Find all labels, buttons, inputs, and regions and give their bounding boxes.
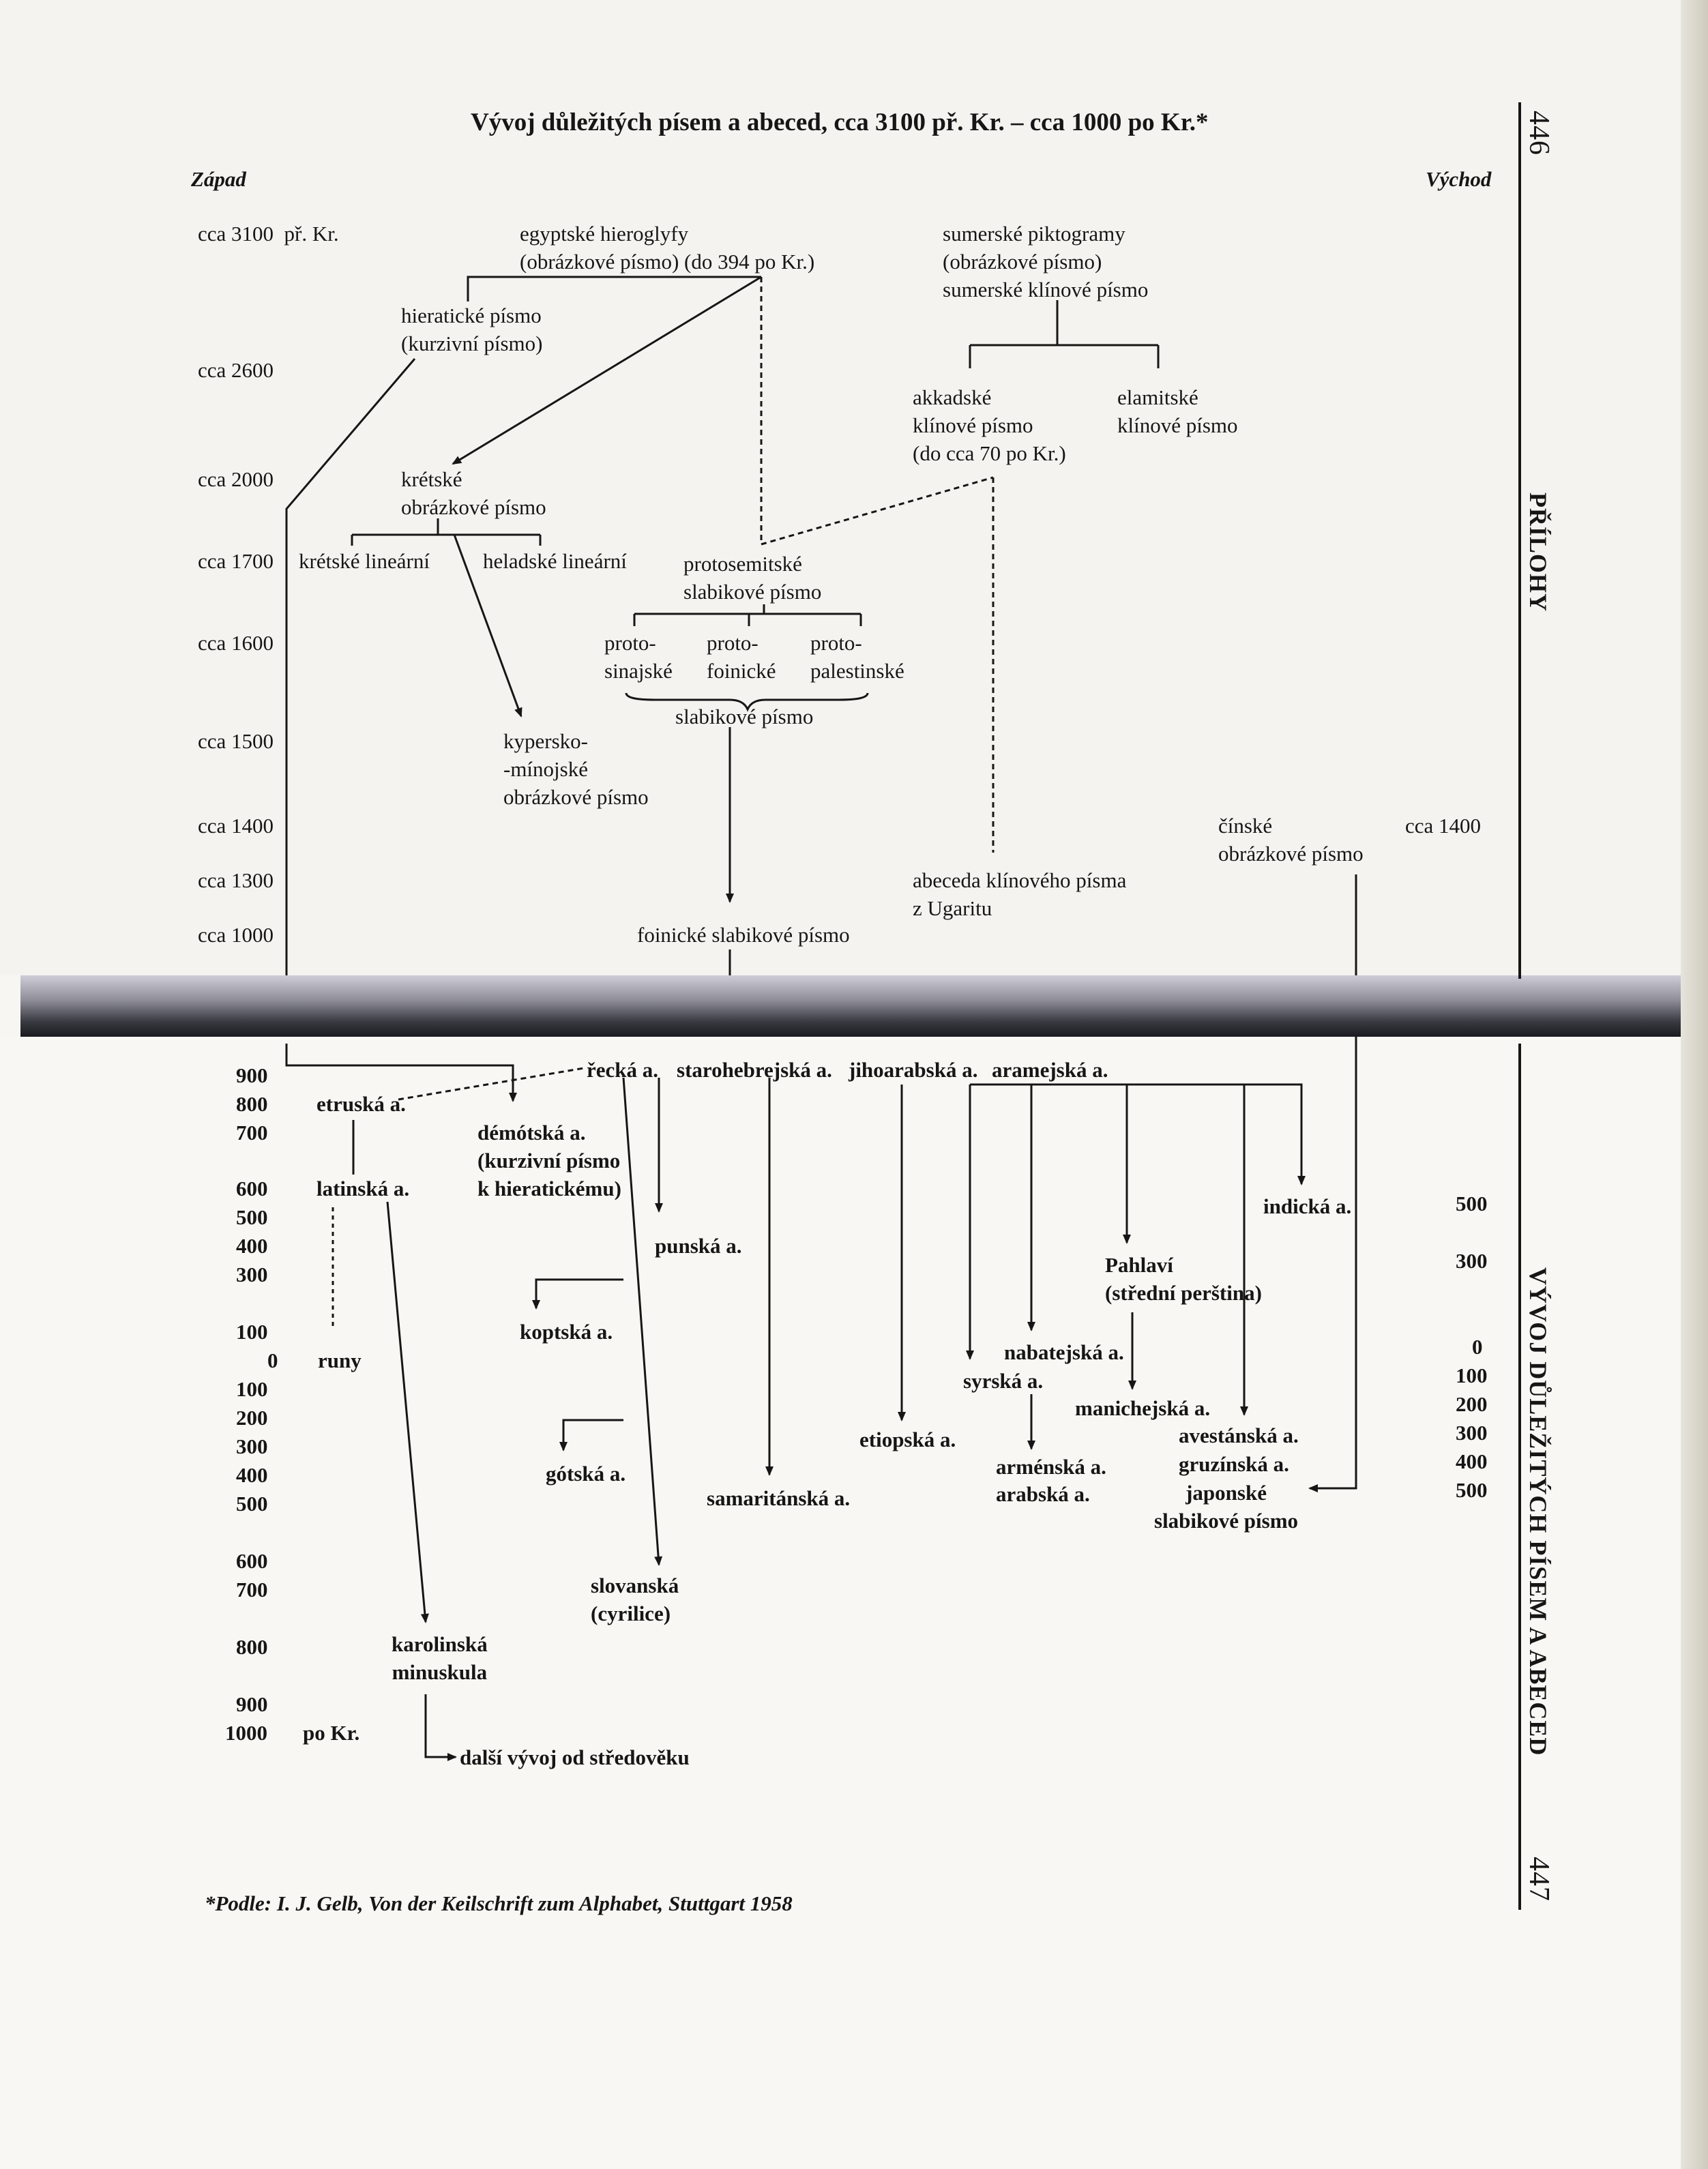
to-gothic-arrow xyxy=(563,1420,623,1450)
west-date: 100 xyxy=(236,1377,268,1401)
date-1500: cca 1500 xyxy=(198,729,274,753)
japanese-syllabary: japonské slabikové písmo xyxy=(1154,1481,1299,1533)
west-date: 600 xyxy=(236,1177,268,1200)
date-1700: cca 1700 xyxy=(198,549,274,573)
west-date: 900 xyxy=(236,1063,268,1087)
demotic-script: démótská a. (kurzivní písmo k hieratickému) xyxy=(477,1121,621,1200)
east-date: 500 xyxy=(1456,1478,1488,1502)
sumerian-branch xyxy=(970,300,1158,368)
date-1000: cca 1000 xyxy=(198,923,274,947)
greek-alphabet: řecká a. xyxy=(587,1058,659,1082)
east-date: 0 xyxy=(1472,1335,1483,1359)
cretan-linear: krétské lineární xyxy=(299,549,430,573)
west-date: 900 xyxy=(236,1692,268,1716)
chinese-to-japanese-arrow xyxy=(1310,1037,1356,1488)
west-date: 600 xyxy=(236,1549,268,1573)
carolingian-minuscule: karolinská minuskula xyxy=(392,1632,488,1684)
carolingian-later-arrow xyxy=(426,1694,456,1757)
syriac-alphabet: syrská a. xyxy=(963,1369,1044,1393)
east-date: 300 xyxy=(1456,1249,1488,1273)
later-development: další vývoj od středověku xyxy=(460,1745,690,1769)
elamite-cuneiform: elamitské klínové písmo xyxy=(1117,385,1238,437)
proto-sinaitic: proto- sinajské xyxy=(604,631,673,683)
diagram-title: Vývoj důležitých písem a abeced, cca 3100 př. Kr. – cca 1000 po Kr.* xyxy=(471,108,1209,136)
west-date: 300 xyxy=(236,1434,268,1458)
west-date: 700 xyxy=(236,1121,268,1145)
gothic-alphabet: gótská a. xyxy=(546,1462,626,1486)
helladic-linear: heladské lineární xyxy=(483,549,627,573)
west-date: 300 xyxy=(236,1263,268,1286)
ugarit-dashed-diag xyxy=(761,477,993,544)
etruscan-greek-dashed xyxy=(398,1068,584,1100)
date-east-1400: cca 1400 xyxy=(1405,814,1482,838)
latin-to-carolingian-arrow xyxy=(387,1202,426,1622)
west-date: 400 xyxy=(236,1234,268,1258)
sumerian-script: sumerské piktogramy (obrázkové písmo) sumerské klínové písmo xyxy=(943,222,1149,301)
syllabic-brace xyxy=(626,693,868,709)
latin-alphabet: latinská a. xyxy=(316,1177,410,1200)
arabic-alphabet: arabská a. xyxy=(996,1482,1090,1506)
west-label: Západ xyxy=(191,167,246,191)
syllabic-script: slabikové písmo xyxy=(675,705,814,728)
slavonic-cyrillic: slovanská (cyrilice) xyxy=(591,1574,679,1625)
cretan-pictographic: krétské obrázkové písmo xyxy=(401,467,546,519)
east-date: 400 xyxy=(1456,1449,1488,1473)
west-date: 800 xyxy=(236,1092,268,1116)
akkadian-cuneiform: akkadské klínové písmo (do cca 70 po Kr.) xyxy=(913,385,1066,465)
manichaean-alphabet: manichejská a. xyxy=(1075,1396,1211,1420)
cretan-to-cypro-arrow xyxy=(454,535,521,716)
to-coptic-arrow xyxy=(536,1280,623,1308)
page-number-447: 447 xyxy=(1523,1857,1555,1902)
west-date: 200 xyxy=(236,1406,268,1430)
proto-phoenician: proto- foinické xyxy=(707,631,776,683)
east-date: 200 xyxy=(1456,1392,1488,1416)
page-number-446: 446 xyxy=(1523,110,1555,156)
west-date: 100 xyxy=(236,1320,268,1344)
greek-to-slavonic-arrow xyxy=(623,1078,659,1565)
egyptian-hieroglyphs: egyptské hieroglyfy (obrázkové písmo) (do 394 po Kr.) xyxy=(520,222,815,274)
protosemitic-branch xyxy=(634,604,861,626)
samaritan-alphabet: samaritánská a. xyxy=(707,1486,851,1510)
etruscan-alphabet: etruská a. xyxy=(316,1092,406,1116)
phoenician-syllabary: foinické slabikové písmo xyxy=(637,923,850,947)
cretan-branch xyxy=(352,518,540,546)
date-1400: cca 1400 xyxy=(198,814,274,838)
side-title-appendix: PŘÍLOHY xyxy=(1525,492,1552,613)
protosemitic-syllabary: protosemitské slabikové písmo xyxy=(683,552,822,604)
punic-alphabet: punská a. xyxy=(655,1234,742,1258)
pahlavi-script: Pahlaví (střední perština) xyxy=(1105,1253,1262,1305)
west-date: 500 xyxy=(236,1492,268,1516)
runes: runy xyxy=(318,1348,362,1372)
side-title-writing: VÝVOJ DŮLEŽITÝCH PÍSEM A ABECED xyxy=(1525,1267,1552,1756)
nabataean-alphabet: nabatejská a. xyxy=(1004,1340,1124,1364)
west-date: 400 xyxy=(236,1463,268,1487)
coptic-alphabet: koptská a. xyxy=(520,1320,613,1344)
east-label: Východ xyxy=(1426,167,1492,191)
east-date: 500 xyxy=(1456,1192,1488,1215)
to-demotic-arrow xyxy=(286,1044,513,1101)
date-3100: cca 3100 př. Kr. xyxy=(198,222,339,246)
west-date: 500 xyxy=(236,1205,268,1229)
hieratic-script: hieratické písmo (kurzivní písmo) xyxy=(401,304,543,355)
date-2000: cca 2000 xyxy=(198,467,274,491)
west-date: 800 xyxy=(236,1635,268,1659)
date-1300: cca 1300 xyxy=(198,868,274,892)
south-arabian-alphabet: jihoarabská a. xyxy=(849,1058,978,1082)
aramaic-alphabet: aramejská a. xyxy=(992,1058,1108,1082)
georgian-alphabet: gruzínská a. xyxy=(1179,1452,1289,1476)
armenian-alphabet: arménská a. xyxy=(996,1455,1106,1479)
old-hebrew-alphabet: starohebrejská a. xyxy=(677,1058,832,1082)
proto-palestinian: proto- palestinské xyxy=(810,631,904,683)
cypro-minoan: kypersko- -mínojské obrázkové písmo xyxy=(503,729,649,809)
date-1600: cca 1600 xyxy=(198,631,274,655)
footnote: *Podle: I. J. Gelb, Von der Keilschrift zum Alphabet, Stuttgart 1958 xyxy=(205,1891,793,1915)
east-date: 100 xyxy=(1456,1363,1488,1387)
chinese-pictographic: čínské obrázkové písmo xyxy=(1218,814,1364,866)
indian-alphabet: indická a. xyxy=(1263,1194,1352,1218)
east-date: 300 xyxy=(1456,1421,1488,1445)
ethiopic-alphabet: etiopská a. xyxy=(859,1428,956,1451)
egypt-branch-line xyxy=(468,277,761,301)
west-date: 1000 xyxy=(225,1721,267,1745)
west-date: 0 xyxy=(267,1348,278,1372)
date-2600: cca 2600 xyxy=(198,358,274,382)
aramaic-to-indian-arrow xyxy=(970,1084,1301,1184)
po-kr-label: po Kr. xyxy=(303,1721,360,1745)
ugaritic-alphabet: abeceda klínového písma z Ugaritu xyxy=(913,868,1127,920)
avestan-alphabet: avestánská a. xyxy=(1179,1423,1299,1447)
west-date: 700 xyxy=(236,1578,268,1602)
hieratic-line xyxy=(286,359,415,975)
egypt-to-cretan-arrow xyxy=(453,277,761,464)
